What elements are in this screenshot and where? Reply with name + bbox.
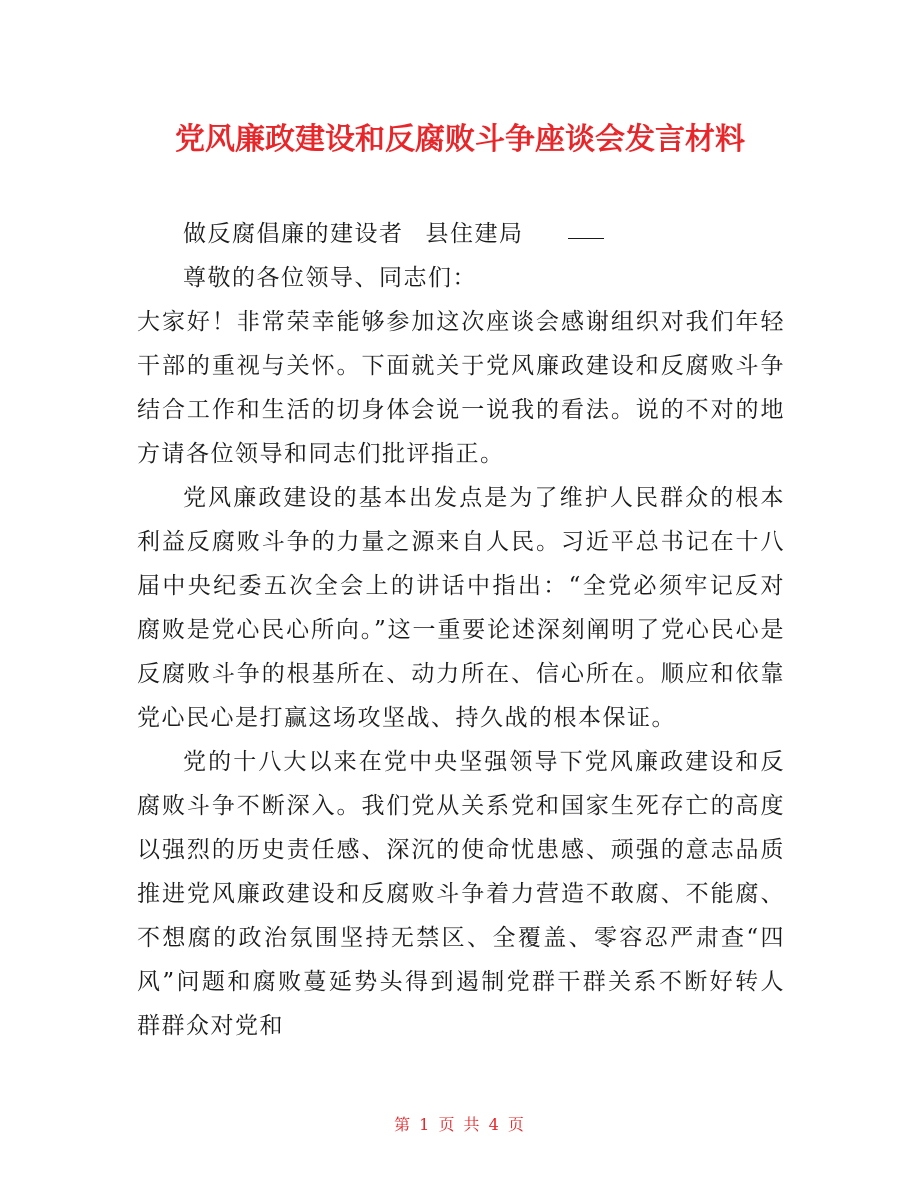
paragraph-3: 党的十八大以来在党中央坚强领导下党风廉政建设和反腐败斗争不断深入。我们党从关系党和国家生死存亡的高度以强烈的历史责任感、深沉的使命忧患感、顽强的意志品质推进党风廉政建设和反腐败斗争着力营造不敢腐、不能腐、不想腐的政治氛围坚持无禁区、全覆盖、零容忍严肃查“四风”问题和腐败蔓延势头得到遏制党群干群关系不断好转人群群众对党和 [137, 749, 785, 1039]
document-title: 党风廉政建设和反腐败斗争座谈会发言材料 [175, 122, 745, 157]
page-number-footer: 第 1 页 共 4 页 [394, 1115, 526, 1134]
paragraph-1: 大家好！非常荣幸能够参加这次座谈会感谢组织对我们年轻干部的重视与关怀。下面就关于党风廉政建设和反腐败斗争结合工作和生活的切身体会说一说我的看法。说的不对的地方请各位领导和同志们批评指正。 [137, 309, 785, 467]
blank-underline [568, 212, 604, 239]
subtitle-left: 做反腐倡廉的建设者 [183, 221, 404, 247]
subtitle-line [137, 212, 785, 256]
subtitle-right: 县住建局 [425, 221, 524, 247]
document-body [137, 212, 785, 1048]
paragraph-2: 党风廉政建设的基本出发点是为了维护人民群众的根本利益反腐败斗争的力量之源来自人民。习近平总书记在十八届中央纪委五次全会上的讲话中指出：“全党必须牢记反对腐败是党心民心所向。”这一重要论述深刻阐明了党心民心是反腐败斗争的根基所在、动力所在、信心所在。顺应和依靠党心民心是打赢这场攻坚战、持久战的根本保证。 [137, 485, 785, 731]
salutation: 尊敬的各位领导、同志们： [183, 265, 477, 291]
